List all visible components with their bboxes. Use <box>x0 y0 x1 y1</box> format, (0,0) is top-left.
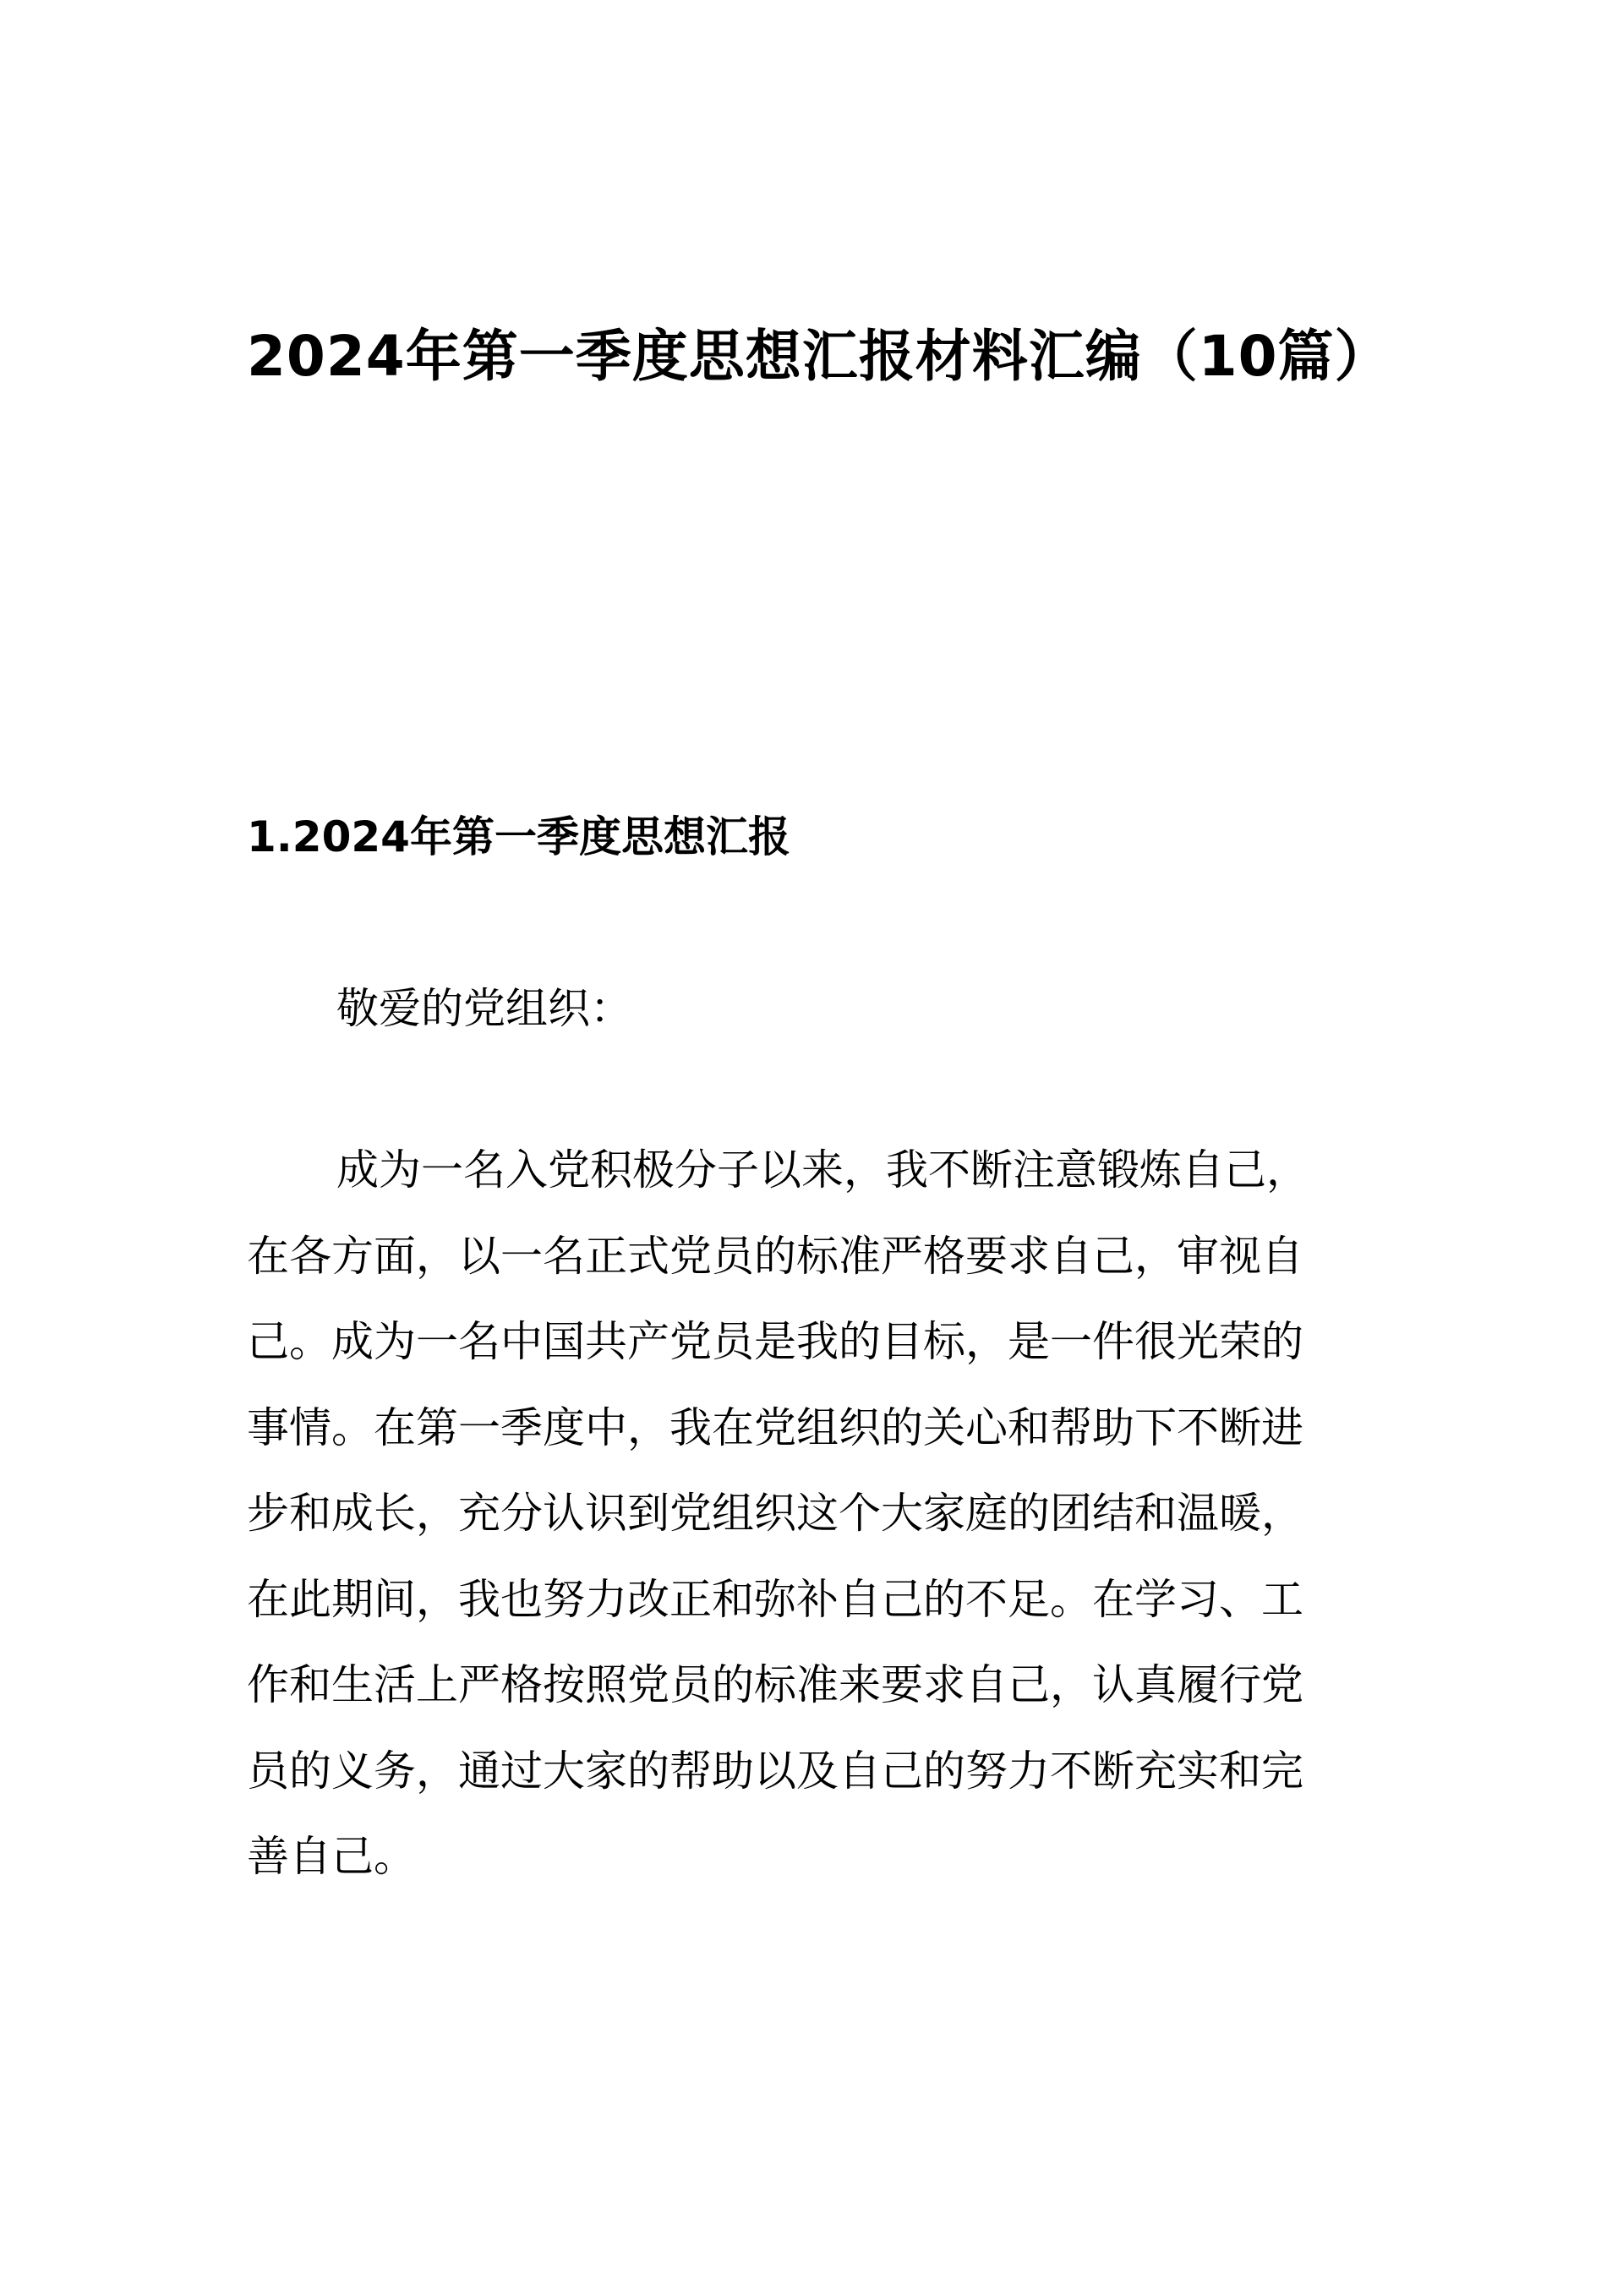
section-heading: 1.2024年第一季度思想汇报 <box>247 812 790 861</box>
paragraph-line: 作和生活上严格按照党员的标准来要求自己，认真履行党 <box>247 1660 1303 1709</box>
paragraph-line: 步和成长，充分认识到党组织这个大家庭的团结和温暖， <box>247 1489 1303 1538</box>
paragraph-line: 在各方面，以一名正式党员的标准严格要求自己，审视自 <box>247 1231 1303 1281</box>
paragraph-line: 员的义务，通过大家的帮助以及自己的努力不断充实和完 <box>247 1746 1303 1796</box>
body-paragraph <box>247 1128 1380 1900</box>
document-title: 2024年第一季度思想汇报材料汇编（10篇） <box>247 324 1391 389</box>
salutation: 敬爱的党组织： <box>336 984 632 1033</box>
paragraph-line: 成为一名入党积极分子以来，我不断注意锻炼自己， <box>336 1145 1309 1194</box>
paragraph-line: 己。成为一名中国共产党员是我的目标，是一件很光荣的 <box>247 1317 1303 1366</box>
paragraph-line: 事情。在第一季度中，我在党组织的关心和帮助下不断进 <box>247 1402 1303 1452</box>
paragraph-line: 在此期间，我也努力改正和弥补自己的不足。在学习、工 <box>247 1574 1303 1624</box>
paragraph-line: 善自己。 <box>247 1832 416 1881</box>
